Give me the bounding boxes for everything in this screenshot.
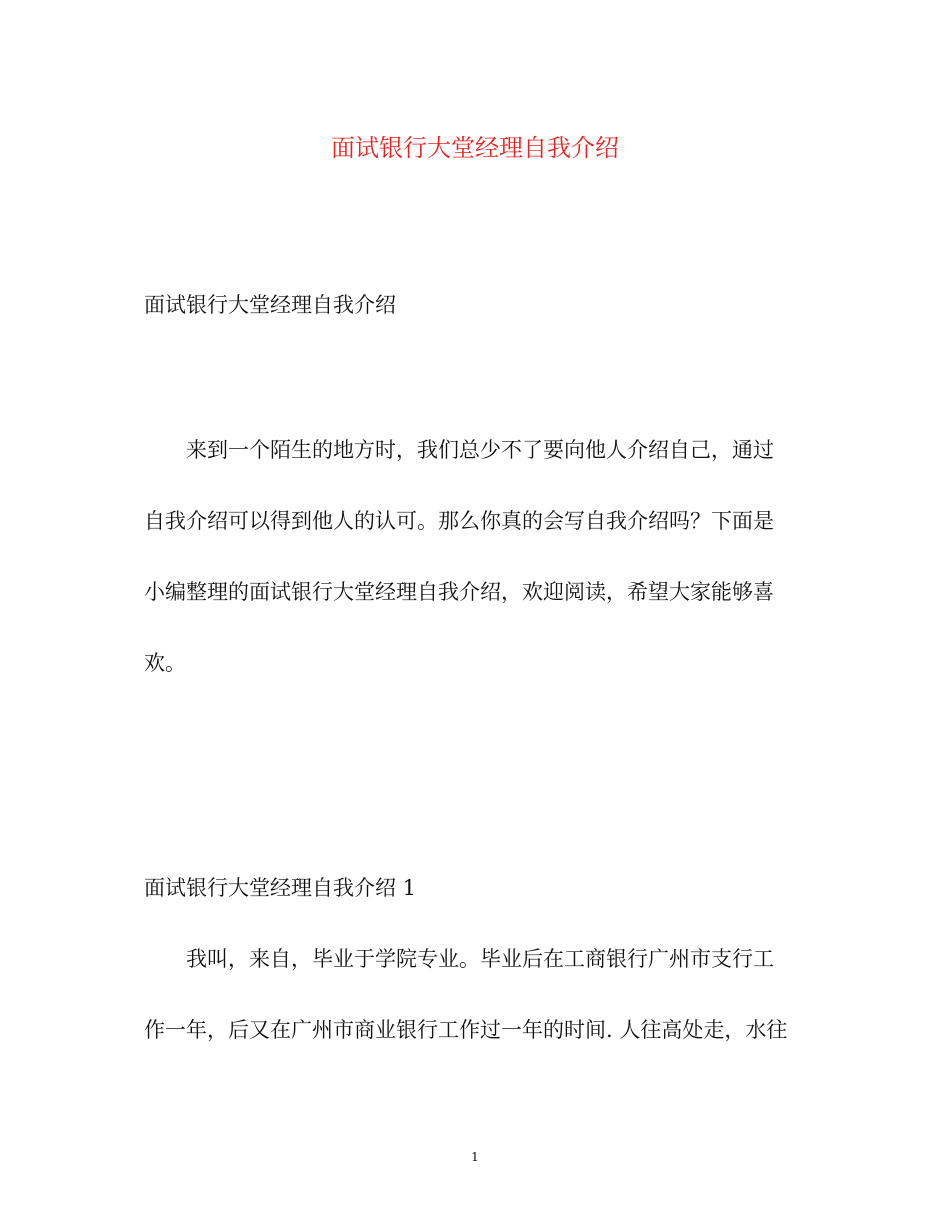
document-subtitle: 面试银行大堂经理自我介绍 xyxy=(144,293,396,317)
intro-line: 自我介绍可以得到他人的认可。那么你真的会写自我介绍吗？下面是 xyxy=(144,509,774,533)
intro-line: 小编整理的面试银行大堂经理自我介绍，欢迎阅读，希望大家能够喜 xyxy=(144,580,774,604)
section-line: 作一年，后又在广州市商业银行工作过一年的时间. 人往高处走，水往 xyxy=(144,1018,788,1042)
section-heading: 面试银行大堂经理自我介绍 1 xyxy=(144,876,417,900)
page-number: 1 xyxy=(471,1150,479,1164)
section-line: 我叫，来自，毕业于学院专业。毕业后在工商银行广州市支行工 xyxy=(186,947,774,971)
intro-line: 欢。 xyxy=(144,651,186,675)
intro-line: 来到一个陌生的地方时，我们总少不了要向他人介绍自己，通过 xyxy=(186,438,774,462)
document-title: 面试银行大堂经理自我介绍 xyxy=(331,134,619,162)
